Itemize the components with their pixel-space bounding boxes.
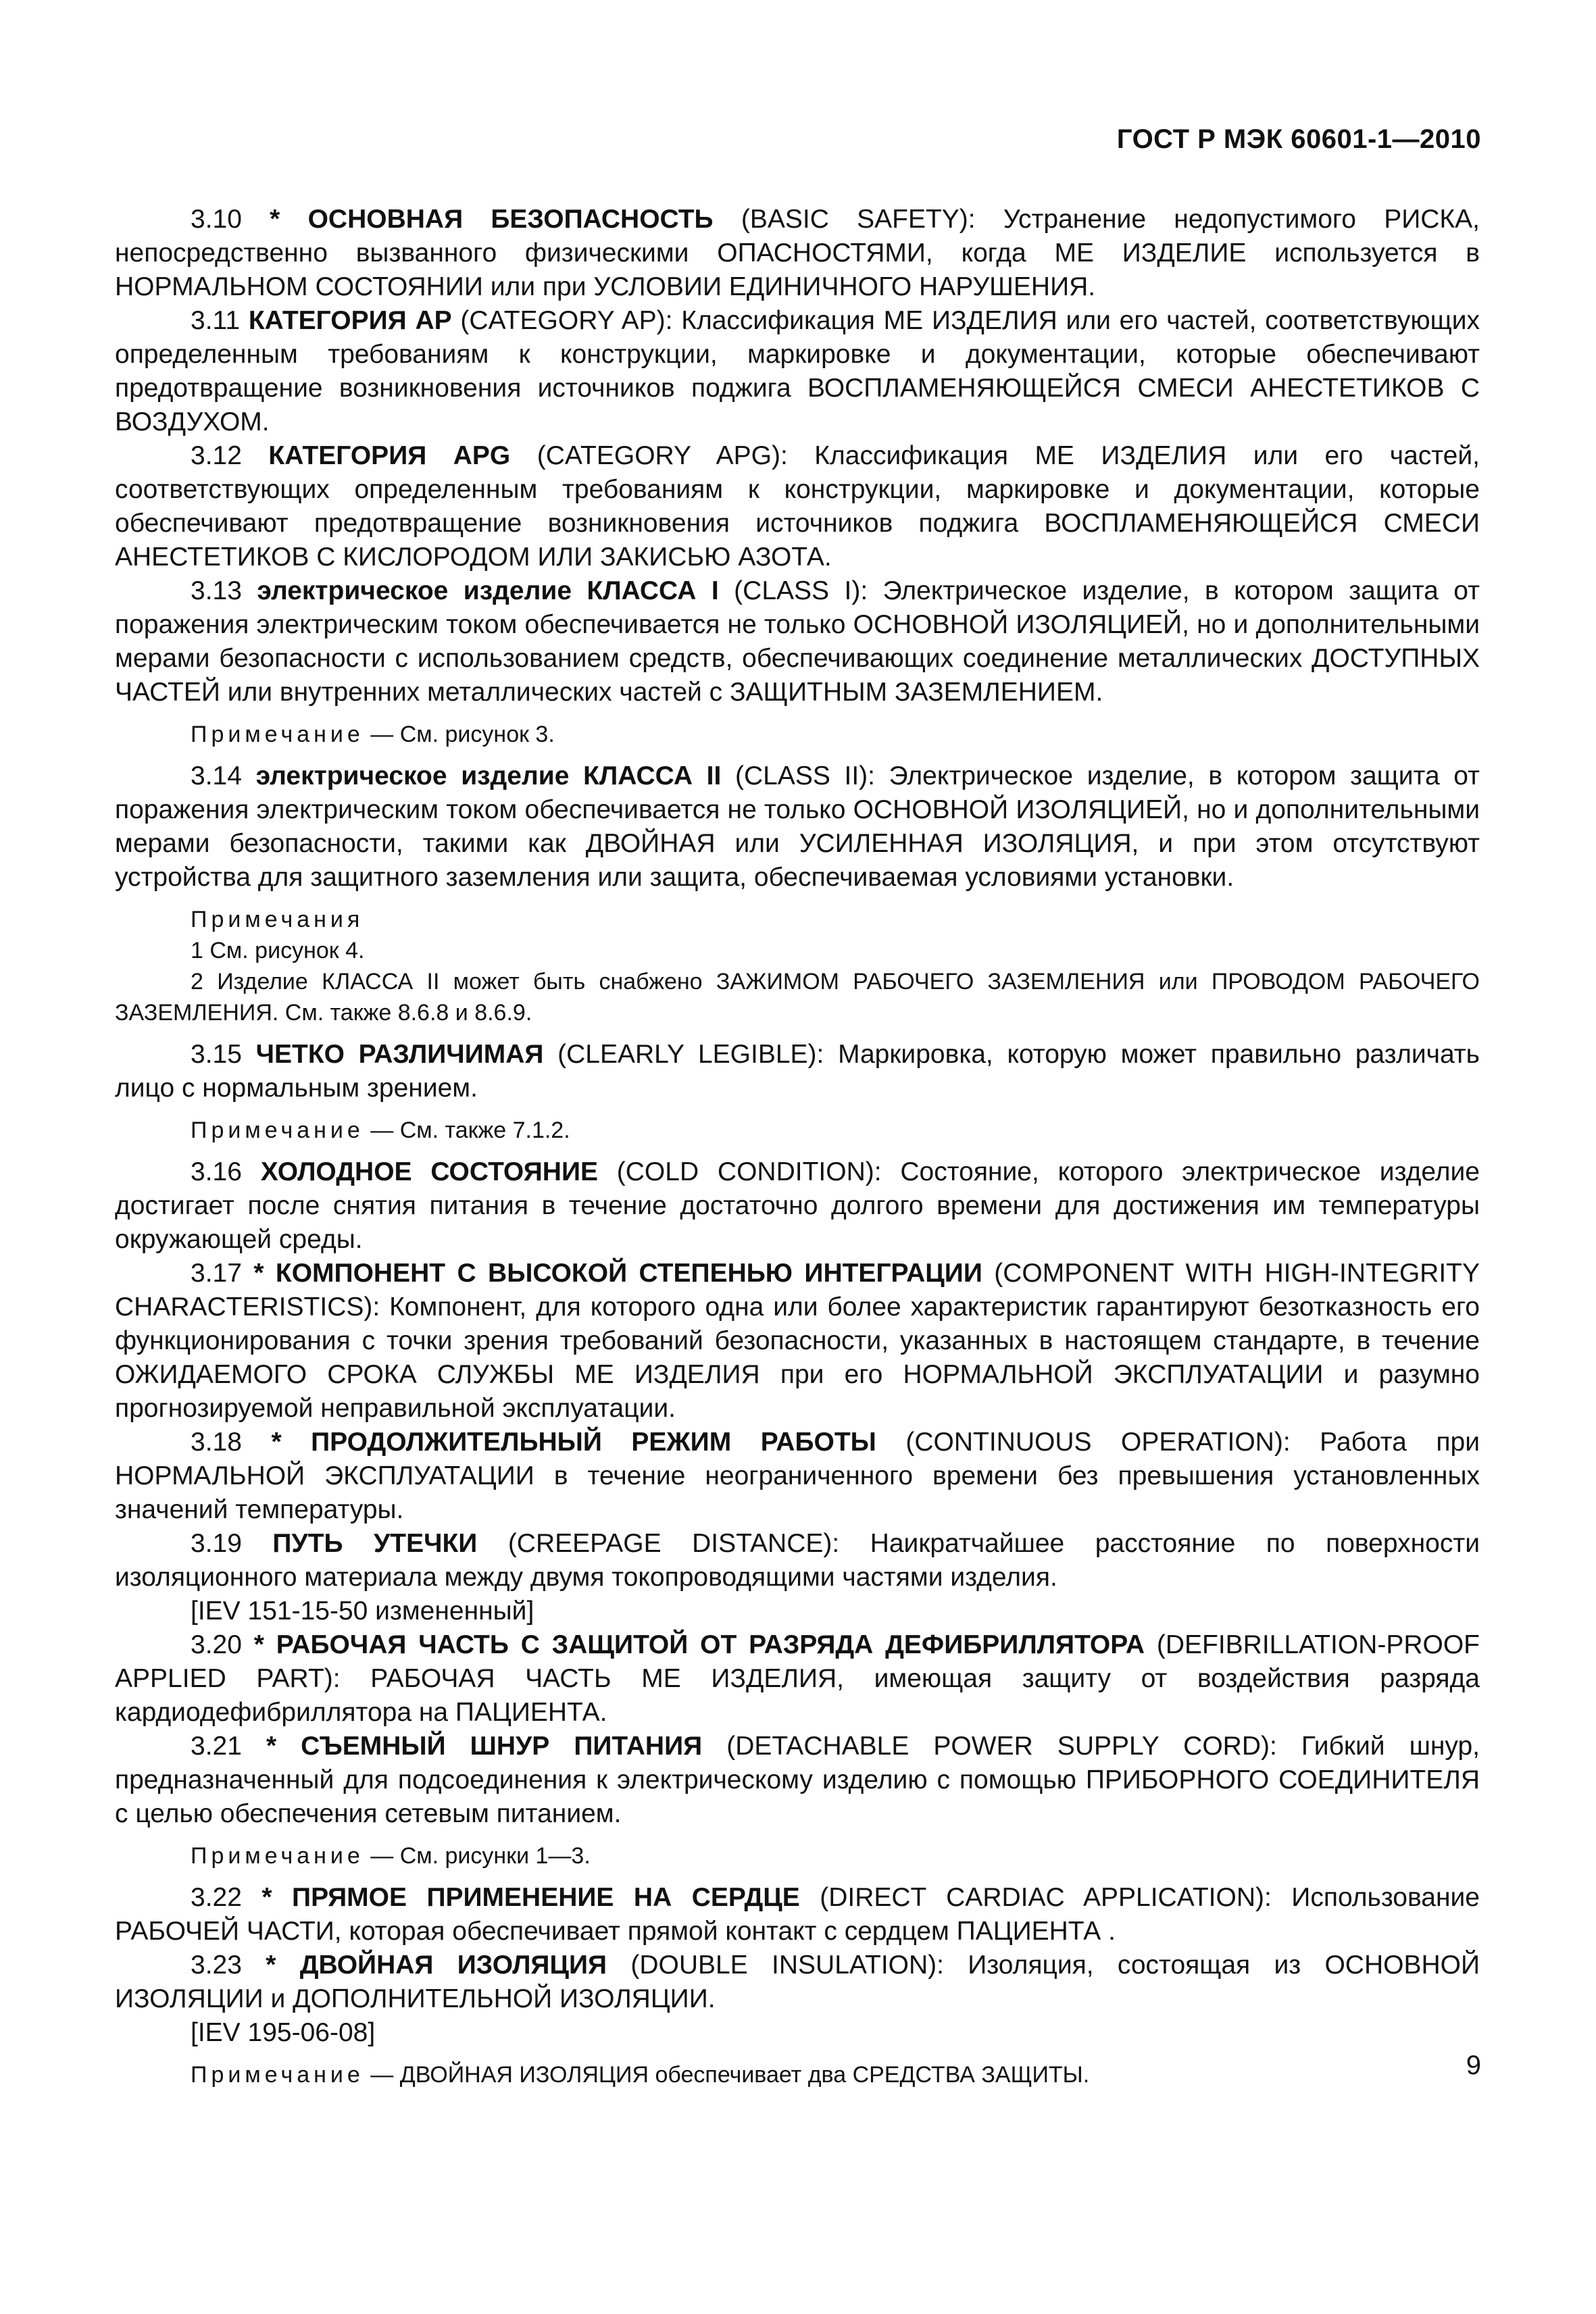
entry-term: ЧЕТКО РАЗЛИЧИМАЯ — [255, 1040, 544, 1069]
entry-3-17 — [115, 1257, 1480, 1426]
entry-3-11 — [115, 304, 1480, 439]
entry-body: (DEFIBRILLATION-PROOF APPLIED PART): РАБОЧАЯ ЧАСТЬ МЕ ИЗДЕЛИЯ, имеющая защиту от воздействия разряда кардиодефибриллятора на ПАЦИЕНТА. — [115, 1630, 1480, 1727]
note-item-2: 2 Изделие КЛАССА II может быть снабжено ЗАЖИМОМ РАБОЧЕГО ЗАЗЕМЛЕНИЯ или ПРОВОДОМ РАБОЧЕГО ЗАЗЕМЛЕНИЯ. См. также 8.6.8 и 8.6.9. — [115, 969, 1480, 1026]
note-3-13 — [115, 719, 1480, 750]
entry-body: (CATEGORY APG): Классификация МЕ ИЗДЕЛИЯ или его частей, соответствующих определенным требованиям к конструкции, маркировке и документации, которые обеспечивают предотвращение возникновения источников поджига ВОСПЛАМЕНЯЮЩЕЙСЯ СМЕСИ АНЕСТЕТИКОВ С КИСЛОРОДОМ ИЛИ ЗАКИСЬЮ АЗОТА. — [115, 441, 1480, 572]
note-text: — ДВОЙНАЯ ИЗОЛЯЦИЯ обеспечивает два СРЕДСТВА ЗАЩИТЫ. — [370, 2062, 1090, 2088]
entry-number: 3.15 — [191, 1040, 242, 1069]
document-header: ГОСТ Р МЭК 60601-1—2010 — [1116, 124, 1481, 154]
entry-number: 3.17 — [191, 1259, 242, 1288]
entry-3-10 — [115, 203, 1480, 304]
notes-label: Примечания — [191, 907, 364, 932]
entry-3-23 — [115, 1948, 1480, 2016]
entry-body: (DIRECT CARDIAC APPLICATION): Использование РАБОЧЕЙ ЧАСТИ, которая обеспечивает прямой контакт с сердцем ПАЦИЕНТА . — [115, 1883, 1480, 1946]
entry-term: * ОСНОВНАЯ БЕЗОПАСНОСТЬ — [270, 205, 714, 234]
note-label: Примечание — [191, 1117, 364, 1143]
document-body — [115, 203, 1480, 2100]
entry-term: ПУТЬ УТЕЧКИ — [272, 1529, 478, 1558]
entry-3-15 — [115, 1038, 1480, 1105]
entry-3-16 — [115, 1155, 1480, 1257]
entry-number: 3.11 — [191, 306, 241, 335]
entry-term: КАТЕГОРИЯ APG — [268, 441, 511, 470]
entry-number: 3.16 — [191, 1157, 242, 1186]
entry-3-18 — [115, 1426, 1480, 1527]
entry-number: 3.23 — [191, 1951, 242, 1980]
entry-body: (CONTINUOUS OPERATION): Работа при НОРМАЛЬНОЙ ЭКСПЛУАТАЦИИ в течение неограниченного времени без превышения установленных значений температуры. — [115, 1428, 1480, 1524]
note-text: — См. рисунки 1—3. — [370, 1843, 591, 1869]
entry-number: 3.19 — [191, 1529, 242, 1558]
note-text: — См. также 7.1.2. — [370, 1117, 570, 1143]
note-3-21 — [115, 1840, 1480, 1871]
entry-body: (COMPONENT WITH HIGH-INTEGRITY CHARACTERISTICS): Компонент, для которого одна или более характеристик гарантируют безотказность его функционирования с точки зрения требований безопасности, указанных в настоящем стандарте, в течение ОЖИДАЕМОГО СРОКА СЛУЖБЫ МЕ ИЗДЕЛИЯ при его НОРМАЛЬНОЙ ЭКСПЛУАТАЦИИ и разумно прогнозируемой неправильной эксплуатации. — [115, 1259, 1480, 1423]
entry-term: * СЪЕМНЫЙ ШНУР ПИТАНИЯ — [266, 1732, 703, 1761]
entry-3-22 — [115, 1881, 1480, 1948]
entry-number: 3.10 — [191, 205, 242, 234]
entry-term: * РАБОЧАЯ ЧАСТЬ С ЗАЩИТОЙ ОТ РАЗРЯДА ДЕФИБРИЛЛЯТОРА — [253, 1630, 1145, 1659]
entry-term: электрическое изделие КЛАССА I — [257, 576, 719, 605]
entry-term: * ПРЯМОЕ ПРИМЕНЕНИЕ НА СЕРДЦЕ — [261, 1883, 800, 1912]
entry-body: (CATEGORY AP): Классификация МЕ ИЗДЕЛИЯ или его частей, соответствующих определенным требованиям к конструкции, маркировке и документации, которые обеспечивают предотвращение возникновения источников поджига ВОСПЛАМЕНЯЮЩЕЙСЯ СМЕСИ АНЕСТЕТИКОВ С ВОЗДУХОМ. — [115, 306, 1480, 436]
entry-term: * ПРОДОЛЖИТЕЛЬНЫЙ РЕЖИМ РАБОТЫ — [271, 1428, 876, 1457]
entry-3-21 — [115, 1730, 1480, 1831]
entry-body: (COLD CONDITION): Состояние, которого электрическое изделие достигает после снятия питания в течение достаточно долгого времени для достижения им температуры окружающей среды. — [115, 1157, 1480, 1254]
entry-number: 3.12 — [191, 441, 242, 470]
entry-number: 3.21 — [191, 1732, 242, 1761]
note-label: Примечание — [191, 1843, 364, 1869]
entry-body: (BASIC SAFETY): Устранение недопустимого РИСКА, непосредственно вызванного физическими ОПАСНОСТЯМИ, когда МЕ ИЗДЕЛИЕ используется в НОРМАЛЬНОМ СОСТОЯНИИ или при УСЛОВИИ ЕДИНИЧНОГО НАРУШЕНИЯ. — [115, 205, 1480, 301]
reference-3-19: [IEV 151-15-50 измененный] — [191, 1596, 534, 1626]
entry-body: (DETACHABLE POWER SUPPLY CORD): Гибкий шнур, предназначенный для подсоединения к электрическому изделию с помощью ПРИБОРНОГО СОЕДИНИТЕЛЯ с целью обеспечения сетевым питанием. — [115, 1732, 1480, 1828]
entry-number: 3.14 — [191, 761, 242, 790]
entry-3-20 — [115, 1628, 1480, 1730]
entry-3-12 — [115, 439, 1480, 574]
entry-3-14 — [115, 759, 1480, 895]
entry-body: (CLASS I): Электрическое изделие, в котором защита от поражения электрическим током обеспечивается не только ОСНОВНОЙ ИЗОЛЯЦИЕЙ, но и дополнительными мерами безопасности с использованием средств, обеспечивающих соединение металлических ДОСТУПНЫХ ЧАСТЕЙ или внутренних металлических частей с ЗАЩИТНЫМ ЗАЗЕМЛЕНИЕМ. — [115, 576, 1480, 707]
entry-3-19 — [115, 1527, 1480, 1594]
note-label: Примечание — [191, 722, 364, 747]
note-3-23 — [115, 2059, 1480, 2090]
entry-number: 3.20 — [191, 1630, 242, 1659]
entry-term: ХОЛОДНОЕ СОСТОЯНИЕ — [260, 1157, 598, 1186]
entry-body: (CREEPAGE DISTANCE): Наикратчайшее расстояние по поверхности изоляционного материала между двумя токопроводящими частями изделия. — [115, 1529, 1480, 1592]
entry-term: КАТЕГОРИЯ АР — [248, 306, 452, 335]
entry-number: 3.22 — [191, 1883, 242, 1912]
entry-number: 3.18 — [191, 1428, 242, 1457]
note-item-1: 1 См. рисунок 4. — [191, 938, 365, 963]
entry-3-13 — [115, 574, 1480, 709]
entry-body: (CLASS II): Электрическое изделие, в котором защита от поражения электрическим током обеспечивается не только ОСНОВНОЙ ИЗОЛЯЦИЕЙ, но и дополнительными мерами безопасности, такими как ДВОЙНАЯ или УСИЛЕННАЯ ИЗОЛЯЦИЯ, и при этом отсутствуют устройства для защитного заземления или защита, обеспечиваемая условиями установки. — [115, 761, 1480, 892]
page-number: 9 — [1466, 2051, 1481, 2080]
note-3-15 — [115, 1115, 1480, 1146]
entry-number: 3.13 — [191, 576, 242, 605]
reference-3-23: [IEV 195-06-08] — [191, 2018, 376, 2047]
entry-body: (CLEARLY LEGIBLE): Маркировка, которую может правильно различать лицо с нормальным зрением. — [115, 1040, 1480, 1103]
note-text: — См. рисунок 3. — [370, 722, 555, 747]
entry-body: (DOUBLE INSULATION): Изоляция, состоящая из ОСНОВНОЙ ИЗОЛЯЦИИ и ДОПОЛНИТЕЛЬНОЙ ИЗОЛЯЦИИ. — [115, 1951, 1480, 2013]
entry-term: электрическое изделие КЛАССА II — [255, 761, 722, 790]
note-label: Примечание — [191, 2062, 364, 2088]
entry-term: * КОМПОНЕНТ С ВЫСОКОЙ СТЕПЕНЬЮ ИНТЕГРАЦИИ — [253, 1259, 982, 1288]
notes-3-14 — [115, 904, 1480, 1028]
entry-term: * ДВОЙНАЯ ИЗОЛЯЦИЯ — [266, 1951, 607, 1980]
